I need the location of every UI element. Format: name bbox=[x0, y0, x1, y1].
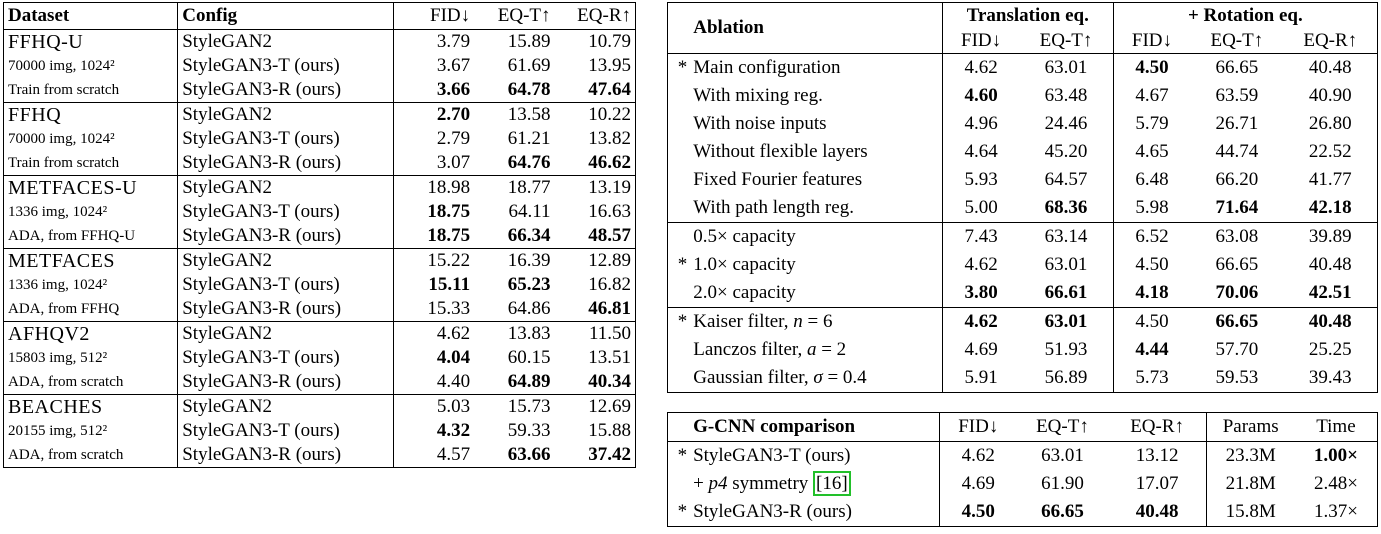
eqt-cell: 61.69 bbox=[507, 55, 551, 76]
eqr-cell: 40.90 bbox=[1308, 85, 1352, 106]
eqt-cell: 15.89 bbox=[474, 30, 554, 55]
config-cell: StyleGAN2 bbox=[178, 30, 393, 55]
eqt-cell: 18.77 bbox=[474, 176, 554, 201]
baseline-marker bbox=[668, 223, 690, 252]
params-cell: 23.3M bbox=[1225, 445, 1276, 466]
table-row bbox=[668, 166, 1378, 194]
table-row bbox=[4, 249, 636, 274]
row-label-prefix: + bbox=[693, 473, 709, 494]
eqt-cell: 63.01 bbox=[1019, 54, 1113, 83]
fid-cell: 15.33 bbox=[427, 298, 471, 319]
citation-link[interactable]: [16] bbox=[813, 471, 851, 496]
eqr-cell: 17.07 bbox=[1109, 470, 1206, 498]
baseline-marker bbox=[668, 138, 690, 166]
dataset-name: METFACES-U bbox=[4, 176, 178, 201]
config-cell: StyleGAN3-T (ours) bbox=[178, 419, 393, 443]
config-cell: StyleGAN3-T (ours) bbox=[178, 346, 393, 370]
table-row bbox=[668, 82, 1378, 110]
baseline-marker bbox=[668, 336, 690, 364]
header-gcnn: G-CNN comparison bbox=[689, 413, 940, 442]
eqt-cell: 59.33 bbox=[507, 420, 551, 441]
eqt-cell: 64.86 bbox=[507, 298, 551, 319]
baseline-marker: * bbox=[677, 445, 688, 466]
row-label bbox=[689, 308, 942, 337]
fid-cell: 3.79 bbox=[393, 30, 474, 55]
fid-cell: 7.43 bbox=[942, 223, 1019, 252]
eqr-cell: 37.42 bbox=[588, 444, 631, 465]
fid-cell: 4.50 bbox=[961, 501, 995, 522]
table-row bbox=[4, 395, 636, 420]
fid-cell: 18.98 bbox=[393, 176, 474, 201]
row-label bbox=[689, 336, 942, 364]
table-row bbox=[4, 370, 636, 395]
math-var: n bbox=[793, 311, 803, 332]
dataset-training: Train from scratch bbox=[4, 78, 178, 103]
config-cell: StyleGAN2 bbox=[178, 176, 393, 201]
table-row bbox=[668, 251, 1378, 279]
eqt-cell: 63.01 bbox=[1041, 445, 1084, 466]
table-row bbox=[4, 322, 636, 347]
dataset-name: BEACHES bbox=[4, 395, 178, 420]
fid-cell: 3.66 bbox=[436, 79, 471, 100]
config-cell: StyleGAN2 bbox=[178, 103, 393, 128]
row-label bbox=[689, 470, 940, 498]
header-fid: FID↓ bbox=[1131, 30, 1172, 51]
fid-cell: 4.18 bbox=[1135, 282, 1169, 303]
config-cell: StyleGAN3-T (ours) bbox=[178, 200, 393, 224]
row-label-text: Gaussian filter, bbox=[693, 367, 814, 388]
eqt-cell: 63.08 bbox=[1190, 223, 1283, 252]
dataset-training: ADA, from scratch bbox=[4, 370, 178, 395]
eqt-cell: 63.59 bbox=[1215, 85, 1259, 106]
fid-cell: 4.62 bbox=[393, 322, 474, 347]
row-label: With mixing reg. bbox=[689, 82, 942, 110]
header-eqr: EQ-R↑ bbox=[1109, 413, 1206, 442]
fid-cell: 4.57 bbox=[436, 444, 471, 465]
row-label-text: Lanczos filter, bbox=[693, 339, 807, 360]
header-dataset: Dataset bbox=[4, 3, 178, 30]
fid-cell: 5.03 bbox=[393, 395, 474, 420]
fid-cell: 3.67 bbox=[436, 55, 471, 76]
header-eqr: EQ-R↑ bbox=[577, 5, 631, 26]
fid-cell: 3.07 bbox=[436, 152, 471, 173]
table-header-row bbox=[4, 3, 636, 30]
table-row bbox=[4, 151, 636, 176]
dataset-info: 70000 img, 1024² bbox=[4, 54, 178, 78]
baseline-marker bbox=[668, 110, 690, 138]
header-fid: FID↓ bbox=[961, 30, 1002, 51]
fid-cell: 4.32 bbox=[436, 420, 471, 441]
config-cell: StyleGAN3-T (ours) bbox=[178, 127, 393, 151]
baseline-marker bbox=[668, 470, 690, 498]
table-row bbox=[4, 78, 636, 103]
fid-cell: 4.50 bbox=[1113, 308, 1190, 337]
ablation-table bbox=[667, 2, 1378, 393]
dataset-training: ADA, from scratch bbox=[4, 443, 178, 468]
eqr-cell: 41.77 bbox=[1308, 169, 1352, 190]
eqr-cell: 13.19 bbox=[555, 176, 636, 201]
table-row bbox=[4, 200, 636, 224]
table-row bbox=[4, 419, 636, 443]
dataset-name: AFHQV2 bbox=[4, 322, 178, 347]
eqt-cell: 71.64 bbox=[1215, 197, 1259, 218]
dataset-name: FFHQ-U bbox=[4, 30, 178, 55]
dataset-results-table bbox=[3, 2, 636, 468]
config-cell: StyleGAN3-R (ours) bbox=[178, 151, 393, 176]
eqt-cell: 68.36 bbox=[1019, 194, 1113, 223]
eqr-cell: 22.52 bbox=[1308, 141, 1352, 162]
eqr-cell: 42.51 bbox=[1308, 282, 1352, 303]
table-row bbox=[668, 54, 1378, 83]
eqt-cell: 64.89 bbox=[507, 371, 551, 392]
eqr-cell: 25.25 bbox=[1308, 339, 1352, 360]
table-row bbox=[668, 138, 1378, 166]
fid-cell: 4.62 bbox=[964, 254, 998, 275]
params-cell: 15.8M bbox=[1225, 501, 1276, 522]
eqt-cell: 64.11 bbox=[508, 201, 551, 222]
dataset-info: 1336 img, 1024² bbox=[4, 200, 178, 224]
header-ablation: Ablation bbox=[689, 3, 942, 54]
table-row bbox=[668, 223, 1378, 252]
dataset-info: 70000 img, 1024² bbox=[4, 127, 178, 151]
eqt-cell: 51.93 bbox=[1019, 336, 1113, 364]
header-config: Config bbox=[178, 3, 393, 30]
eqt-cell: 16.39 bbox=[474, 249, 554, 274]
eqt-cell: 63.14 bbox=[1019, 223, 1113, 252]
time-cell: 1.00× bbox=[1313, 445, 1358, 466]
header-eqt: EQ-T↑ bbox=[1210, 30, 1264, 51]
fid-cell: 4.62 bbox=[961, 445, 995, 466]
table-row bbox=[668, 364, 1378, 393]
eqr-cell: 40.48 bbox=[1109, 498, 1206, 527]
eqr-cell: 11.50 bbox=[555, 322, 636, 347]
header-eqr: EQ-R↑ bbox=[1303, 30, 1358, 51]
eqt-cell: 24.46 bbox=[1019, 110, 1113, 138]
eqt-cell: 15.73 bbox=[474, 395, 554, 420]
baseline-marker bbox=[668, 166, 690, 194]
fid-cell: 4.04 bbox=[436, 347, 471, 368]
row-label-eq: = 0.4 bbox=[822, 367, 867, 388]
eqt-cell: 66.65 bbox=[1190, 54, 1283, 83]
eqr-cell: 12.89 bbox=[555, 249, 636, 274]
eqr-cell: 39.43 bbox=[1308, 367, 1352, 388]
row-label: 1.0× capacity bbox=[689, 251, 942, 279]
fid-cell: 5.79 bbox=[1135, 113, 1169, 134]
header-rotation-eq: + Rotation eq. bbox=[1187, 5, 1303, 26]
eqr-cell: 15.88 bbox=[588, 420, 631, 441]
baseline-marker: * bbox=[677, 254, 688, 275]
fid-cell: 4.60 bbox=[964, 85, 998, 106]
eqt-cell: 45.20 bbox=[1019, 138, 1113, 166]
fid-cell: 4.96 bbox=[964, 113, 998, 134]
baseline-marker: * bbox=[677, 501, 688, 522]
math-var: a bbox=[806, 339, 817, 360]
header-eqt: EQ-T↑ bbox=[1016, 413, 1109, 442]
header-fid: FID↓ bbox=[940, 413, 1016, 442]
header-eqt: EQ-T↑ bbox=[497, 5, 551, 26]
baseline-marker: * bbox=[668, 308, 690, 337]
fid-cell: 4.65 bbox=[1135, 141, 1169, 162]
fid-cell: 4.50 bbox=[1113, 54, 1190, 83]
gcnn-comparison-table bbox=[667, 412, 1378, 527]
eqt-cell: 66.20 bbox=[1215, 169, 1259, 190]
table-row bbox=[668, 336, 1378, 364]
eqt-cell: 64.57 bbox=[1019, 166, 1113, 194]
fid-cell: 5.00 bbox=[964, 197, 998, 218]
config-cell: StyleGAN3-R (ours) bbox=[178, 370, 393, 395]
math-var: σ bbox=[813, 367, 823, 388]
fid-cell: 2.79 bbox=[436, 128, 471, 149]
math-var: p4 bbox=[708, 473, 728, 494]
dataset-info: 15803 img, 512² bbox=[4, 346, 178, 370]
table-row bbox=[668, 110, 1378, 138]
eqt-cell: 70.06 bbox=[1215, 282, 1259, 303]
row-label-eq: = 6 bbox=[802, 311, 833, 332]
table-row bbox=[668, 442, 1378, 471]
eqt-cell: 66.65 bbox=[1215, 254, 1259, 275]
table-row bbox=[668, 308, 1378, 337]
dataset-training: ADA, from FFHQ bbox=[4, 297, 178, 322]
eqt-cell: 60.15 bbox=[507, 347, 551, 368]
table-row bbox=[668, 194, 1378, 223]
table-row bbox=[4, 103, 636, 128]
eqt-cell: 13.58 bbox=[474, 103, 554, 128]
eqt-cell: 61.21 bbox=[507, 128, 551, 149]
row-label: Main configuration bbox=[689, 54, 942, 83]
eqr-cell: 46.62 bbox=[588, 152, 631, 173]
config-cell: StyleGAN2 bbox=[178, 249, 393, 274]
header-eqt: EQ-T↑ bbox=[1019, 29, 1113, 54]
table-row bbox=[668, 470, 1378, 498]
eqt-cell: 63.01 bbox=[1019, 308, 1113, 337]
fid-cell: 6.48 bbox=[1135, 169, 1169, 190]
fid-cell: 15.11 bbox=[428, 274, 471, 295]
eqt-cell: 66.61 bbox=[1019, 279, 1113, 308]
eqt-cell: 66.34 bbox=[507, 225, 551, 246]
fid-cell: 4.44 bbox=[1135, 339, 1169, 360]
eqt-cell: 61.90 bbox=[1041, 473, 1084, 494]
eqr-cell: 26.80 bbox=[1308, 113, 1352, 134]
baseline-marker bbox=[668, 82, 690, 110]
header-time: Time bbox=[1295, 413, 1378, 442]
table-row bbox=[668, 498, 1378, 527]
table-row bbox=[4, 176, 636, 201]
row-label: 0.5× capacity bbox=[689, 223, 942, 252]
table-row bbox=[4, 224, 636, 249]
config-cell: StyleGAN3-R (ours) bbox=[178, 78, 393, 103]
eqr-cell: 10.22 bbox=[555, 103, 636, 128]
table-row bbox=[4, 346, 636, 370]
row-label-text: symmetry bbox=[727, 473, 814, 494]
dataset-info: 1336 img, 1024² bbox=[4, 273, 178, 297]
config-cell: StyleGAN3-R (ours) bbox=[178, 297, 393, 322]
header-fid: FID↓ bbox=[430, 5, 471, 26]
fid-cell: 18.75 bbox=[427, 225, 471, 246]
dataset-name: FFHQ bbox=[4, 103, 178, 128]
fid-cell: 3.80 bbox=[964, 282, 998, 303]
fid-cell: 4.69 bbox=[961, 473, 995, 494]
eqt-cell: 65.23 bbox=[507, 274, 551, 295]
table-row bbox=[668, 279, 1378, 308]
eqt-cell: 59.53 bbox=[1215, 367, 1259, 388]
time-cell: 1.37× bbox=[1313, 501, 1358, 522]
table-row bbox=[4, 273, 636, 297]
table-header-row bbox=[668, 3, 1378, 30]
config-cell: StyleGAN2 bbox=[178, 322, 393, 347]
eqr-cell: 40.48 bbox=[1308, 254, 1352, 275]
config-cell: StyleGAN3-R (ours) bbox=[178, 443, 393, 468]
eqt-cell: 26.71 bbox=[1215, 113, 1259, 134]
eqr-cell: 13.82 bbox=[588, 128, 631, 149]
eqt-cell: 64.78 bbox=[507, 79, 551, 100]
eqt-cell: 66.65 bbox=[1190, 308, 1283, 337]
config-cell: StyleGAN3-T (ours) bbox=[178, 54, 393, 78]
eqr-cell: 40.48 bbox=[1284, 308, 1378, 337]
header-translation-eq: Translation eq. bbox=[942, 3, 1113, 30]
eqt-cell: 57.70 bbox=[1215, 339, 1259, 360]
fid-cell: 4.62 bbox=[942, 308, 1019, 337]
params-cell: 21.8M bbox=[1225, 473, 1276, 494]
table-row bbox=[4, 127, 636, 151]
fid-cell: 6.52 bbox=[1113, 223, 1190, 252]
eqt-cell: 64.76 bbox=[507, 152, 551, 173]
config-cell: StyleGAN3-R (ours) bbox=[178, 224, 393, 249]
eqt-cell: 63.01 bbox=[1019, 251, 1113, 279]
eqt-cell: 13.83 bbox=[474, 322, 554, 347]
fid-cell: 5.73 bbox=[1135, 367, 1169, 388]
fid-cell: 5.93 bbox=[964, 169, 998, 190]
eqr-cell: 47.64 bbox=[588, 79, 631, 100]
eqr-cell: 42.18 bbox=[1308, 197, 1352, 218]
row-label-eq: = 2 bbox=[816, 339, 847, 360]
eqt-cell: 63.66 bbox=[507, 444, 551, 465]
fid-cell: 18.75 bbox=[427, 201, 471, 222]
config-cell: StyleGAN2 bbox=[178, 395, 393, 420]
config-cell: StyleGAN3-T (ours) bbox=[178, 273, 393, 297]
fid-cell: 4.50 bbox=[1135, 254, 1169, 275]
baseline-marker bbox=[668, 279, 690, 308]
dataset-info: 20155 img, 512² bbox=[4, 419, 178, 443]
time-cell: 2.48× bbox=[1313, 473, 1358, 494]
row-label: Without flexible layers bbox=[689, 138, 942, 166]
table-row bbox=[4, 297, 636, 322]
table-row bbox=[4, 54, 636, 78]
eqr-cell: 16.82 bbox=[588, 274, 631, 295]
fid-cell: 4.69 bbox=[964, 339, 998, 360]
fid-cell: 4.62 bbox=[942, 54, 1019, 83]
fid-cell: 4.40 bbox=[436, 371, 471, 392]
fid-cell: 4.67 bbox=[1135, 85, 1169, 106]
eqt-cell: 66.65 bbox=[1041, 501, 1084, 522]
baseline-marker bbox=[668, 194, 690, 223]
row-label: StyleGAN3-R (ours) bbox=[689, 498, 940, 527]
eqr-cell: 12.69 bbox=[555, 395, 636, 420]
table-row bbox=[4, 30, 636, 55]
eqr-cell: 46.81 bbox=[588, 298, 631, 319]
row-label bbox=[689, 364, 942, 393]
row-label-text: Kaiser filter, bbox=[693, 311, 794, 332]
fid-cell: 4.64 bbox=[964, 141, 998, 162]
dataset-training: Train from scratch bbox=[4, 151, 178, 176]
table-header-row bbox=[668, 413, 1378, 442]
eqr-cell: 13.51 bbox=[588, 347, 631, 368]
fid-cell: 15.22 bbox=[393, 249, 474, 274]
row-label: With path length reg. bbox=[689, 194, 942, 223]
row-label: 2.0× capacity bbox=[689, 279, 942, 308]
eqr-cell: 39.89 bbox=[1284, 223, 1378, 252]
header-params: Params bbox=[1206, 413, 1295, 442]
eqt-cell: 44.74 bbox=[1215, 141, 1259, 162]
eqt-cell: 63.48 bbox=[1019, 82, 1113, 110]
row-label: StyleGAN3-T (ours) bbox=[689, 442, 940, 471]
fid-cell: 2.70 bbox=[393, 103, 474, 128]
baseline-marker: * bbox=[668, 54, 690, 83]
eqt-cell: 56.89 bbox=[1019, 364, 1113, 393]
eqr-cell: 48.57 bbox=[588, 225, 631, 246]
eqr-cell: 40.48 bbox=[1284, 54, 1378, 83]
eqr-cell: 13.12 bbox=[1109, 442, 1206, 471]
fid-cell: 5.98 bbox=[1135, 197, 1169, 218]
eqr-cell: 10.79 bbox=[555, 30, 636, 55]
eqr-cell: 16.63 bbox=[588, 201, 631, 222]
row-label: With noise inputs bbox=[689, 110, 942, 138]
dataset-training: ADA, from FFHQ-U bbox=[4, 224, 178, 249]
table-row bbox=[4, 443, 636, 468]
row-label: Fixed Fourier features bbox=[689, 166, 942, 194]
eqr-cell: 13.95 bbox=[588, 55, 631, 76]
fid-cell: 5.91 bbox=[964, 367, 998, 388]
eqr-cell: 40.34 bbox=[588, 371, 631, 392]
baseline-marker bbox=[668, 364, 690, 393]
dataset-name: METFACES bbox=[4, 249, 178, 274]
